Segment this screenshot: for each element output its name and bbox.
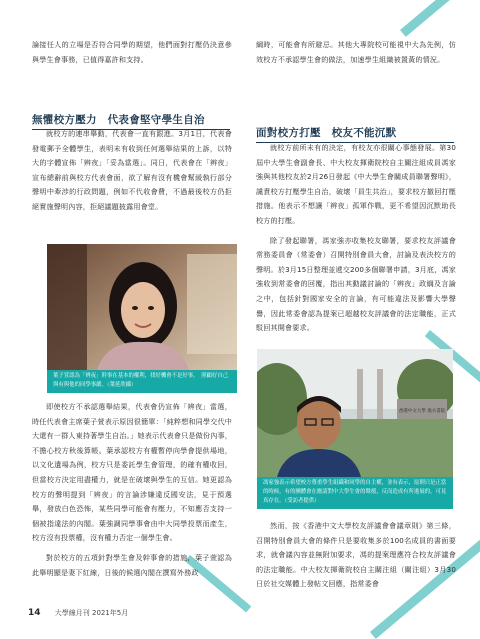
right-paragraph-3: 然而，按《香港中文大學校友評議會會議章則》第三條，召開特別會員大會的條件只是要收集多於100名成員的書面要求，就會議內容並無附加要求，馮的提案理應符合校友評議會的法定職能。中大校友揮衛院校自主關注組（關注組）3月30日於社交媒體上發帖文回應，指常委會 — [256, 521, 456, 589]
left-paragraph-2: 即使校方不承認選舉結果，代表會仍宣佈「辨夜」當選，時任代表會主席葉子萱表示原因很簡單：「純粹想和同學交代中大還有一群人東持著學生自治。」她表示代表會只是做份內事，不擔心校方秋後算帳。葉承認校方有權暫停向學會提供場地，以文化遺場為例，校方只是委託學生會管理，的確有權收回，但當校方決定用盡權力，就是在破壞與學生的互信。她更認為校方的聲明提到「辨夜」的言論涉嫌違反國安法，見于預選舉，發放白色恐怖，某些同學可能會有壓力，不知應否支持一個被指違法的內閣。葉強調同學事會由中大同學投票而產生，校方沒有投票權，沒有權力否定一個學生會。 — [32, 402, 232, 543]
right-section-heading: 面對校方打壓 校友不能沉默 — [256, 125, 454, 143]
left-column-intro — [32, 38, 232, 67]
right-column-body-1 — [256, 141, 456, 336]
page-number: 14 — [28, 608, 41, 618]
left-paragraph-1: 就校方的連串舉動，代表會一直有跟進。3月1日，代表會發電郵予全體學生，表明未有收到任何選舉結果的上訴，以特大的字體宣佈「辨夜」「妥為當選」。同日，代表會在「辨夜」宣布總辭前與校方代表會面，欲了解有沒有機會幫緩執行部分聲明中牽涉的行政問題，例如不代收會費，不過最後校方仍拒絕實施聲明內容，拒絕議題披露用會堂。 — [32, 129, 232, 211]
left-intro-paragraph: 論接任人的立場是否符合同學的期望，他們面對打壓仍決意參與學生會事務，已值得嘉許和支持。 — [32, 40, 232, 64]
left-column-body-2 — [32, 400, 232, 580]
right-paragraph-2: 除了發起聯署，馮家強亦收集校友聯署，要求校友評議會常務委員會（常委會）召開特別會員大會，討論及表決校方的聲明。於3月15日整理並遞交200多個聯署申請，3月底，馮家強收到常委會的回覆，指出其動議討論的「辨夜」政綱及言論之中，包括針對國家安全的言論，有可能違法及影響大學聲譽，因此常委會認為提案已超越校友評議會的法定職能，正式駁回其開會要求。 — [256, 235, 456, 333]
student-portrait-image — [47, 244, 237, 370]
decorative-stripe-top-right — [400, 0, 480, 37]
college-sign-text: 香港中文大學 逸夫書院 — [398, 409, 446, 414]
left-paragraph-3: 對於校方的五項針對學生會及幹事會的措施，葉子萱認為此舉明顯是妻下紅線，日後的候選內閣在撰寫外務政 — [32, 552, 232, 577]
decorative-stripe-top-left — [0, 0, 57, 16]
left-column-body-1 — [32, 127, 232, 215]
right-column-body-2 — [256, 519, 456, 592]
student-photo — [47, 244, 237, 370]
publication-name: 大學線月刊 2021年5月 — [54, 609, 129, 617]
alumnus-photo — [257, 349, 453, 477]
left-section-heading: 無懼校方壓力 代表會堅守學生自治 — [32, 112, 230, 130]
student-photo-caption: 葉子萱認為「辨夜」幹事在基本的權利，找好機會不是好事。 照顧好自己與有與他的同學事嚴。（葉延欣攝） — [47, 370, 237, 393]
alumnus-photo-caption: 馮家強表示希望校方尊重學生組織和同學的自主權，並有表示，原則只是正當的時候，有的團體會在應請對中大學生會的聲援，反而造成有所進展的，可見真存在。（受訪者提供） — [257, 477, 453, 509]
right-column-intro — [256, 38, 456, 67]
page-footer — [28, 608, 128, 618]
alumnus-portrait-image — [257, 349, 453, 477]
right-paragraph-1: 就校方前所未有的決定，有校友亦很關心事態發展。第30屆中大學生會副會長、中大校友揮衛院校自主關注組成員馮家強與其他校友於2月26日發起《中大學生會關成員聯署聲明》，譴責校方打壓學生自治，破壞「員生共治」，要求校方撤回打壓措施。他表示不想讓「辨夜」孤軍作戰，更不希望因沉默助長校方的打壓。 — [256, 143, 456, 225]
right-intro-paragraph: 綱時，可能會有所避忌。其他大專院校可能視中大為先例，仿效校方不承認學生會的做法，加速學生組織被置黃的情況。 — [256, 40, 456, 64]
